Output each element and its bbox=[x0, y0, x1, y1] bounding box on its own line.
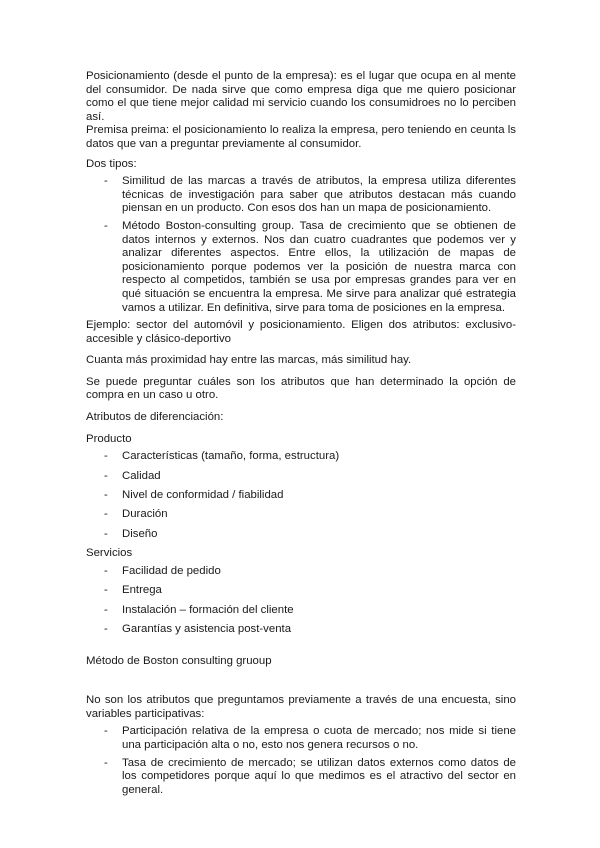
list-item: - Instalación – formación del cliente bbox=[86, 604, 516, 618]
types-list bbox=[86, 175, 516, 315]
list-item: - Nivel de conformidad / fiabilidad bbox=[86, 489, 516, 503]
question-paragraph: Se puede preguntar cuáles son los atributos que han determinado la opción de compra en un caso u otro. bbox=[86, 375, 516, 402]
list-item: - Facilidad de pedido bbox=[86, 565, 516, 579]
document-body bbox=[86, 70, 516, 801]
list-item: - Calidad bbox=[86, 470, 516, 484]
list-item: - Participación relativa de la empresa o cuota de mercado; nos mide si tiene una participación alta o no, esto nos genera recursos o no. bbox=[86, 725, 516, 752]
boston-list bbox=[86, 725, 516, 797]
list-item: - Similitud de las marcas a través de atributos, la empresa utiliza diferentes técnicas de investigación para saber que atributos destacan más cuando piensan en un producto. Con esos dos han un mapa de posicionamiento. bbox=[86, 175, 516, 216]
positioning-definition: Posicionamiento (desde el punto de la empresa): es el lugar que ocupa en al mente del consumidor. De nada sirve que como empresa diga que me quiero posicionar como el que tiene mejor calidad mi servicio cuando los consumidroes no lo perciben así. bbox=[86, 70, 516, 123]
boston-intro: No son los atributos que preguntamos previamente a través de una encuesta, sino variables participativas: bbox=[86, 694, 516, 720]
list-item: - Diseño bbox=[86, 528, 516, 542]
types-heading: Dos tipos: bbox=[86, 157, 137, 170]
list-item: - Método Boston-consulting group. Tasa de crecimiento que se obtienen de datos internos y externos. Nos dan cuatro cuadrantes que podemos ver y analizar diferentes aspectos. Entre ellos, la utilización de mapas de posicionamiento porque podemos ver la posición de nuestra marca con respecto al competidos, también se usa por empresas grandes para ver en qué situación se encuentra la empresa. Me sirve para analizar qué estrategia vamos a utilizar. En definitiva, sirve para toma de posiciones en la empresa. bbox=[86, 220, 516, 315]
services-list bbox=[86, 565, 516, 637]
list-item: - Entrega bbox=[86, 584, 516, 598]
product-list bbox=[86, 450, 516, 541]
attributes-heading: Atributos de diferenciación: bbox=[86, 411, 224, 424]
services-heading: Servicios bbox=[86, 547, 133, 560]
proximity-paragraph: Cuanta más proximidad hay entre las marcas, más similitud hay. bbox=[86, 354, 412, 367]
list-item: - Tasa de crecimiento de mercado; se utilizan datos externos como datos de los competidores porque aquí lo que medimos es el atractivo del sector en general. bbox=[86, 757, 516, 798]
boston-heading: Método de Boston consulting gruoup bbox=[86, 654, 272, 667]
list-item: - Características (tamaño, forma, estructura) bbox=[86, 450, 516, 464]
list-item: - Duración bbox=[86, 508, 516, 522]
product-heading: Producto bbox=[86, 432, 132, 445]
positioning-premise: Premisa preima: el posicionamiento lo realiza la empresa, pero teniendo en ceunta ls datos que van a preguntar previamente al consumidor. bbox=[86, 124, 516, 150]
list-item: - Garantías y asistencia post-venta bbox=[86, 623, 516, 637]
example-paragraph: Ejemplo: sector del automóvil y posicionamiento. Eligen dos atributos: exclusivo-accesible y clásico-deportivo bbox=[86, 319, 516, 345]
